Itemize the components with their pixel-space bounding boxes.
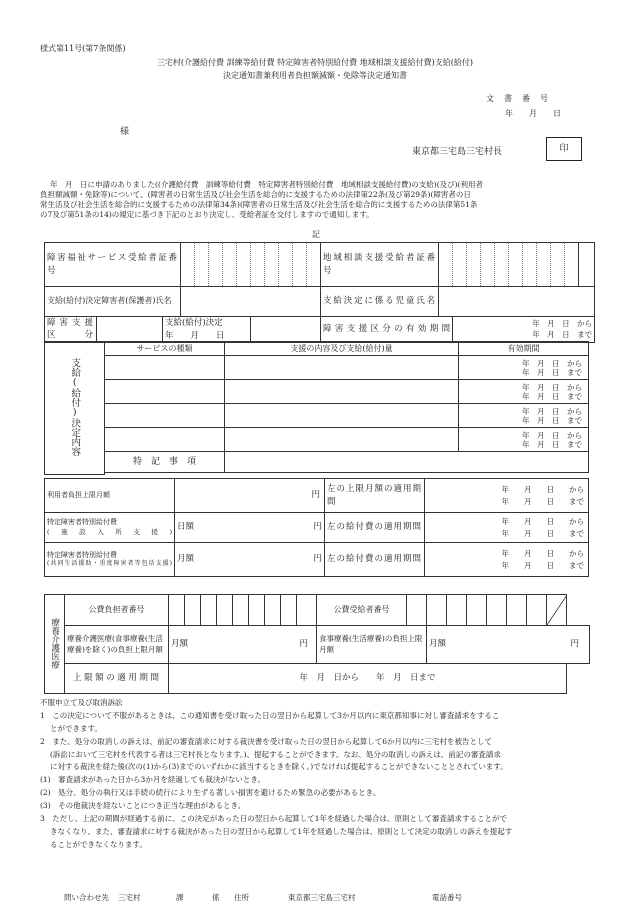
public-recipient-digit[interactable] — [467, 595, 487, 626]
valid-period-to: 年 月 日 まで — [522, 391, 582, 401]
yen-unit: 円 — [311, 490, 320, 501]
svc-cert-digit[interactable] — [195, 243, 209, 287]
service-type-field[interactable] — [105, 356, 225, 380]
contact-address: 東京都三宅島三宅村 — [288, 893, 356, 902]
ryoyo-label-cell — [45, 595, 65, 694]
blank-cell — [297, 595, 317, 626]
contact-label: 問い合わせ先 — [64, 893, 109, 902]
decision-content-label-cell — [45, 342, 105, 475]
decision-date-ymd: 年 月 日 — [165, 330, 225, 341]
user-burden-limit-field[interactable] — [175, 479, 325, 513]
class-valid-period-cell[interactable] — [453, 317, 595, 343]
public-burden-digit[interactable] — [201, 595, 217, 626]
ki-heading: 記 — [312, 230, 320, 239]
special-notes-field[interactable] — [225, 452, 589, 473]
public-recipient-digit[interactable] — [527, 595, 547, 626]
note-2a: 2 また、処分の取消しの訴えは、前記の審査請求に対する裁決書を受け取った日の翌日から起算して6か月以内に三宅村を被告として — [40, 736, 493, 746]
svc-cert-digit[interactable] — [265, 243, 279, 287]
contact-kakari: 係 — [212, 893, 220, 902]
support-content-field[interactable] — [225, 404, 459, 428]
yen-unit: 円 — [299, 639, 308, 650]
monthly-amount-field[interactable] — [175, 543, 325, 577]
period-to: 年 月 日 まで — [501, 560, 584, 570]
chiiki-cert-digit[interactable] — [467, 243, 481, 287]
valid-period-from: 年 月 日 から — [522, 406, 582, 416]
svc-cert-digit[interactable] — [251, 243, 265, 287]
valid-period-field[interactable] — [459, 380, 589, 404]
title-line-1: 三宅村(介護給付費 訓練等給付費 特定障害者特別給付費 地域相談支援給付費)支給(給付) — [156, 58, 474, 67]
child-name-label: 支給決定に係る児童氏名 — [321, 287, 439, 317]
note-s2: (2) 処分、処分の執行又は手続の続行により生ずる著しい損害を避けるため緊急の必要があるとき。 — [40, 788, 381, 798]
svc-cert-digit[interactable] — [279, 243, 293, 287]
chiiki-cert-digit[interactable] — [537, 243, 551, 287]
intro-line-2: 負担額減額・免除等)について、(障害者の日常生活及び社会生活を総合的に支援するための法律第22条(及び第29条)(障害者の日 — [40, 190, 471, 200]
ryoyo-limit-label: 療養介護医療(食事療養(生活療養)を除く)の負担上限月額 — [65, 626, 169, 664]
service-type-header: サービスの種類 — [105, 342, 225, 356]
svc-cert-digit[interactable] — [209, 243, 223, 287]
period-from: 年 月 日 から — [501, 485, 584, 495]
seal-box — [546, 137, 582, 161]
form-number: 様式第11号(第7条関係) — [40, 44, 126, 53]
decision-content-table — [44, 341, 589, 475]
support-class-field[interactable] — [97, 317, 163, 343]
svc-cert-digit[interactable] — [237, 243, 251, 287]
limit-period-field[interactable]: 年 月 日から 年 月 日まで — [169, 664, 567, 694]
public-recipient-digit[interactable] — [487, 595, 507, 626]
monthly-label: 月額 — [429, 639, 447, 650]
note-s3: (3) その他裁決を経ないことにつき正当な理由があるとき。 — [40, 801, 246, 811]
daily-amount-field[interactable] — [175, 513, 325, 543]
special-benefit-kyodo-cell — [45, 543, 175, 577]
title-line-2: 決定通知書兼利用者負担額減額・免除等決定通知書 — [223, 71, 407, 80]
class-valid-period-label: 障害支援区分の有効期間 — [321, 317, 453, 343]
left-benefit-period-field[interactable] — [425, 543, 589, 577]
meal-limit-field[interactable] — [427, 626, 590, 664]
intro-line-3: 常生活及び社会生活を総合的に支援するための法律第34条)(障害者の日常生活及び社会生活を総合的に支援するための法律第51条 — [40, 200, 478, 210]
yen-unit: 円 — [313, 522, 322, 533]
valid-period-to: 年 月 日 まで — [522, 367, 582, 377]
monthly-label: 月額 — [177, 554, 195, 565]
valid-period-header: 有効期間 — [459, 342, 589, 356]
valid-period-from: 年 月 日 から — [522, 358, 582, 368]
contact-phone-label: 電話番号 — [432, 893, 462, 902]
note-2c: に対する裁決を経た後(次の(1)から(3)までのいずれかに該当するときを除く。)でなければ提起することができないこととされています。 — [50, 762, 508, 772]
decided-person-name-field[interactable] — [181, 287, 321, 317]
svc-cert-no-label: 障害福祉サービス受給者証番号 — [45, 243, 181, 287]
svc-cert-digit[interactable] — [223, 243, 237, 287]
chiiki-cert-digit[interactable] — [509, 243, 523, 287]
chiiki-cert-digit[interactable] — [495, 243, 509, 287]
chiiki-cert-digit[interactable] — [565, 243, 579, 287]
left-benefit-period-label: 左の給付費の適用期間 — [325, 513, 425, 543]
public-burden-digit[interactable] — [249, 595, 265, 626]
diagonal-cell — [547, 595, 567, 626]
contact-ka: 課 — [176, 893, 184, 902]
date-label: 年 月 日 — [505, 109, 561, 118]
special-benefit-nyusho-label: 特定障害者特別給付費 — [47, 518, 117, 527]
left-limit-period-label: 左の上限月額の適用期間 — [325, 479, 425, 513]
service-type-field[interactable] — [105, 428, 225, 452]
decided-person-label: 支給(給付)決定障害者(保護者)氏名 — [45, 287, 181, 317]
special-benefit-kyodo-sub: (共同生活援助・重度障害者等包括支援) — [47, 560, 172, 568]
left-benefit-period-field[interactable] — [425, 513, 589, 543]
seal-label: 印 — [559, 144, 569, 154]
valid-period-from: 年 月 日 から — [522, 382, 582, 392]
chiiki-cert-tail — [579, 243, 595, 287]
note-3a: 3 ただし、上記の期間が経過する前に、この決定があった日の翌日から起算して1年を経過した場合は、原則として審査請求することがで — [40, 814, 507, 824]
left-benefit-period-label: 左の給付費の適用期間 — [325, 543, 425, 577]
service-type-field[interactable] — [105, 404, 225, 428]
meal-limit-label: 食事療養(生活療養)の負担上限月額 — [317, 626, 427, 664]
valid-period-to: 年 月 日 まで — [522, 439, 582, 449]
note-3b: きなくなり、また、審査請求に対する裁決があった日の翌日から起算して1年を経過した場合は、原則として決定の取消しの訴えを提起す — [50, 826, 513, 836]
public-burden-digit[interactable] — [265, 595, 281, 626]
note-2b: (訴訟において三宅村を代表する者は三宅村長となります。)、提起することができます。なお、処分の取消しの訴えは、前記の審査請求 — [50, 749, 501, 759]
note-1b: とができます。 — [50, 723, 102, 733]
note-3c: ることができなくなります。 — [50, 839, 147, 849]
valid-period-from: 年 月 日 から — [522, 430, 582, 440]
blank-cell — [251, 317, 321, 343]
yen-unit: 円 — [313, 554, 322, 565]
public-burden-digit[interactable] — [281, 595, 297, 626]
svc-cert-digit[interactable] — [181, 243, 195, 287]
ryoyo-table — [44, 594, 590, 694]
limit-period-label: 上限額の適用期間 — [65, 664, 169, 694]
public-burden-digit[interactable] — [217, 595, 233, 626]
public-recipient-digit[interactable] — [507, 595, 527, 626]
child-name-field[interactable] — [439, 287, 595, 317]
special-benefit-kyodo-label: 特定障害者特別給付費 — [47, 551, 117, 560]
decision-content-label: 支給(給付)決定内容 — [69, 358, 81, 456]
doc-number-label: 文 書 番 号 — [486, 94, 549, 103]
svc-cert-digit[interactable] — [307, 243, 321, 287]
issuer-name: 東京都三宅島三宅村長 — [412, 147, 503, 157]
special-benefit-nyusho-sub: (施設入所支援) — [47, 527, 172, 536]
recipient-suffix: 様 — [120, 127, 130, 137]
public-recipient-digit[interactable] — [447, 595, 467, 626]
support-content-field[interactable] — [225, 428, 459, 452]
public-recipient-digit[interactable] — [427, 595, 447, 626]
public-burden-no-label: 公費負担者番号 — [65, 595, 169, 626]
valid-period-field[interactable] — [459, 356, 589, 380]
notes-heading: 不服申立て及び取消訴訟 — [40, 698, 123, 707]
notes-section — [40, 697, 596, 852]
decision-date-cell — [163, 317, 251, 343]
diagonal-strike — [547, 595, 567, 625]
ryoyo-label: 療養介護医療 — [49, 617, 60, 669]
chiiki-cert-digit[interactable] — [551, 243, 565, 287]
spacer — [105, 473, 589, 475]
support-content-field[interactable] — [225, 380, 459, 404]
class-valid-from: 年 月 日 から — [532, 319, 593, 328]
intro-paragraph — [40, 180, 592, 221]
public-burden-digit[interactable] — [233, 595, 249, 626]
contact-village: 三宅村 — [118, 893, 141, 902]
special-benefit-nyusho-cell — [45, 513, 175, 543]
chiiki-cert-digit[interactable] — [439, 243, 453, 287]
public-recipient-no-label: 公費受給者番号 — [317, 595, 407, 626]
period-from: 年 月 日 から — [501, 549, 584, 559]
user-burden-limit-label: 利用者負担上限月額 — [45, 479, 175, 513]
chiiki-cert-digit[interactable] — [523, 243, 537, 287]
support-content-field[interactable] — [225, 356, 459, 380]
intro-line-4: の7及び第51条の14)の規定に基づき下記のとおり決定し、受給者証を交付しますので通知します。 — [40, 210, 374, 220]
valid-period-to: 年 月 日 まで — [522, 415, 582, 425]
support-content-header: 支援の内容及び支給(給付)量 — [225, 342, 459, 356]
public-burden-digit[interactable] — [185, 595, 201, 626]
svc-cert-digit[interactable] — [293, 243, 307, 287]
note-1a: 1 この決定について不服があるときは、この通知書を受け取った日の翌日から起算して3か月以内に東京都知事に対し審査請求をするこ — [40, 710, 500, 720]
period-to: 年 月 日 まで — [501, 496, 584, 506]
class-valid-to: 年 月 日 まで — [532, 329, 593, 339]
valid-period-field[interactable] — [459, 428, 589, 452]
period-from: 年 月 日 から — [501, 517, 584, 527]
left-limit-period-field[interactable] — [425, 479, 589, 513]
chiiki-cert-no-label: 地域相談支援受給者証番号 — [321, 243, 439, 287]
public-recipient-digit[interactable] — [407, 595, 427, 626]
intro-line-1: 年 月 日に申請のありました((介護給付費 訓練等給付費 特定障害者特別給付費 地域相談支援給付費)の支給)(及び)(利用者 — [50, 180, 483, 189]
burden-table — [44, 478, 589, 577]
chiiki-cert-digit[interactable] — [481, 243, 495, 287]
service-type-field[interactable] — [105, 380, 225, 404]
yen-unit: 円 — [570, 639, 579, 650]
period-to: 年 月 日 まで — [501, 528, 584, 538]
decision-table — [44, 242, 595, 343]
chiiki-cert-digit[interactable] — [453, 243, 467, 287]
public-burden-digit[interactable] — [169, 595, 185, 626]
monthly-label: 月額 — [171, 639, 189, 650]
decision-date-label: 支給(給付)決定 — [165, 318, 223, 329]
contact-address-label: 住所 — [234, 893, 249, 902]
support-class-label: 障害支援区分 — [45, 317, 97, 343]
daily-label: 日額 — [177, 522, 195, 533]
valid-period-field[interactable] — [459, 404, 589, 428]
ryoyo-limit-field[interactable] — [169, 626, 317, 664]
special-notes-label: 特 記 事 項 — [105, 452, 225, 473]
note-s1: (1) 審査請求があった日から3か月を経過しても裁決がないとき。 — [40, 775, 266, 785]
